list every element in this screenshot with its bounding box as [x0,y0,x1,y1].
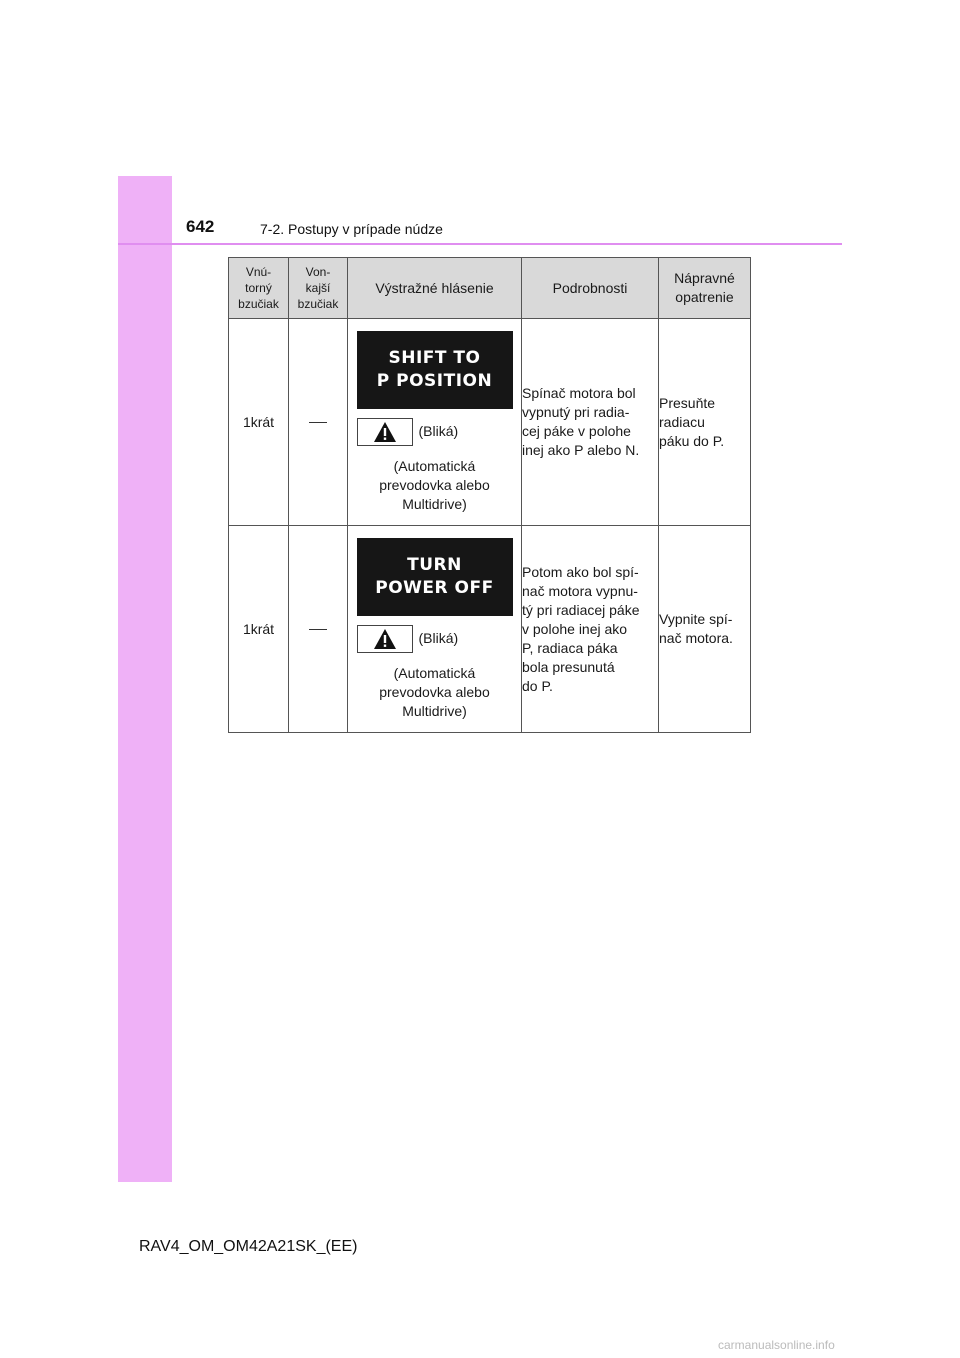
blink-label: (Bliká) [418,423,459,439]
table-row [229,526,751,733]
warning-triangle-icon [373,421,397,443]
col-header-details: Podrobnosti [522,258,659,319]
watermark: carmanualsonline.info [718,1338,835,1352]
warning-message-table [228,257,751,733]
col-header-exterior-buzzer: Von- kajší bzučiak [289,258,348,319]
exterior-buzzer-dash [309,629,327,630]
table-row [229,319,751,526]
warning-triangle-icon [373,628,397,650]
table-header-row [229,258,751,319]
interior-buzzer-cell: 1krát [229,526,289,733]
warning-message-cell [348,319,522,526]
exterior-buzzer-cell [289,526,348,733]
transmission-note: (Automatická prevodovka alebo Multidrive) [379,664,490,719]
blink-label: (Bliká) [418,630,459,646]
col-header-corrective-action: Nápravné opatrenie [659,258,751,319]
interior-buzzer-cell: 1krát [229,319,289,526]
page-number: 642 [186,217,215,236]
details-cell: Potom ako bol spí- nač motora vypnu- tý pri radiacej páke v polohe inej ako P, radiaca páka bola presunutá do P. [522,526,659,733]
details-cell: Spínač motora bol vypnutý pri radia- cej páke v polohe inej ako P alebo N. [522,319,659,526]
col-header-interior-buzzer: Vnú- torný bzučiak [229,258,289,319]
transmission-note: (Automatická prevodovka alebo Multidrive) [379,457,490,512]
col-header-warning-message: Výstražné hlásenie [348,258,522,319]
side-tab-band [118,176,172,1182]
corrective-action-cell: Vypnite spí- nač motora. [659,526,751,733]
master-warning-indicator [357,418,413,446]
display-message: SHIFT TO P POSITION [357,331,513,409]
master-warning-indicator [357,625,413,653]
corrective-action-cell: Presuňte radiacu páku do P. [659,319,751,526]
document-code: RAV4_OM_OM42A21SK_(EE) [139,1238,358,1255]
warning-message-cell [348,526,522,733]
exterior-buzzer-cell [289,319,348,526]
header-rule [118,243,842,245]
display-message: TURN POWER OFF [357,538,513,616]
exterior-buzzer-dash [309,422,327,423]
section-title: 7-2. Postupy v prípade núdze [260,221,443,237]
